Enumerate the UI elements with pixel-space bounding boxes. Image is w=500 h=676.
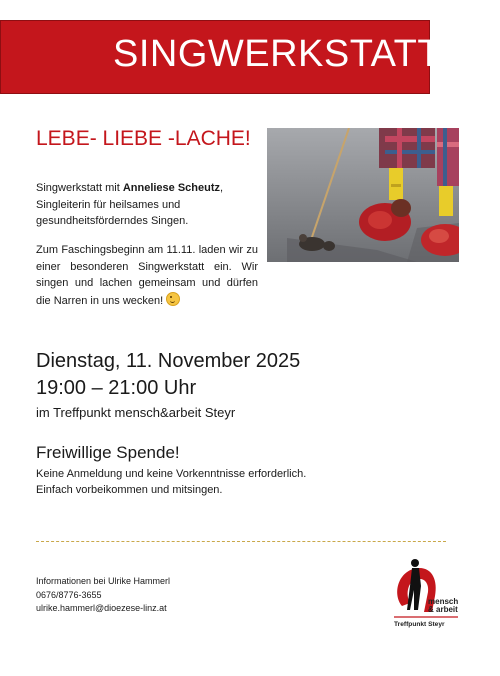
intro-text — [36, 180, 258, 230]
event-date: Dienstag, 11. November 2025 — [36, 350, 301, 372]
leader-name: Anneliese Scheutz — [122, 182, 221, 194]
donation-note-1: Keine Anmeldung und keine Vorkenntnisse erforderlich. — [36, 468, 307, 480]
title-banner — [0, 20, 442, 94]
intro-prefix: Singwerkstatt mit — [36, 182, 123, 194]
contact-label: Informationen bei Ulrike Hammerl — [36, 576, 171, 586]
donation-title: Freiwillige Spende! — [36, 443, 180, 462]
contact-phone: 0676/8776-3655 — [36, 589, 102, 600]
event-place: im Treffpunkt mensch&arbeit Steyr — [36, 405, 236, 420]
invitation-text: Zum Faschingsbeginn am 11.11. laden wir zu einer besonderen Singwerkstatt ein. Wir singen und lachen gemeinsam und dürfen die Narren in uns wecken! — [36, 244, 258, 307]
contact-email[interactable]: ulrike.hammerl@dioezese-linz.at — [36, 603, 167, 613]
intro-line-2: Singleiterin für heilsames und — [36, 198, 181, 211]
logo-line-2: & arbeit — [428, 605, 458, 614]
divider — [36, 541, 446, 542]
intro-suffix: , — [220, 182, 224, 194]
clown-feet-photo — [267, 128, 459, 262]
winking-face-icon — [166, 292, 180, 306]
logo-line-3: Treffpunkt Steyr — [394, 621, 445, 628]
clown-feet-illustration — [267, 128, 459, 262]
headline: LEBE- LIEBE -LACHE! — [36, 127, 251, 150]
page-title: SINGWERKSTATT — [113, 33, 442, 75]
mensch-arbeit-logo — [388, 556, 460, 632]
intro-line-3: gesundheitsförderndes Singen. — [36, 215, 189, 227]
logo-line-1: mensch — [428, 597, 459, 606]
invitation-paragraph — [36, 242, 258, 309]
contact-info — [36, 575, 170, 616]
event-time: 19:00 – 21:00 Uhr — [36, 377, 197, 399]
donation-note-2: Einfach vorbeikommen und mitsingen. — [36, 484, 223, 496]
